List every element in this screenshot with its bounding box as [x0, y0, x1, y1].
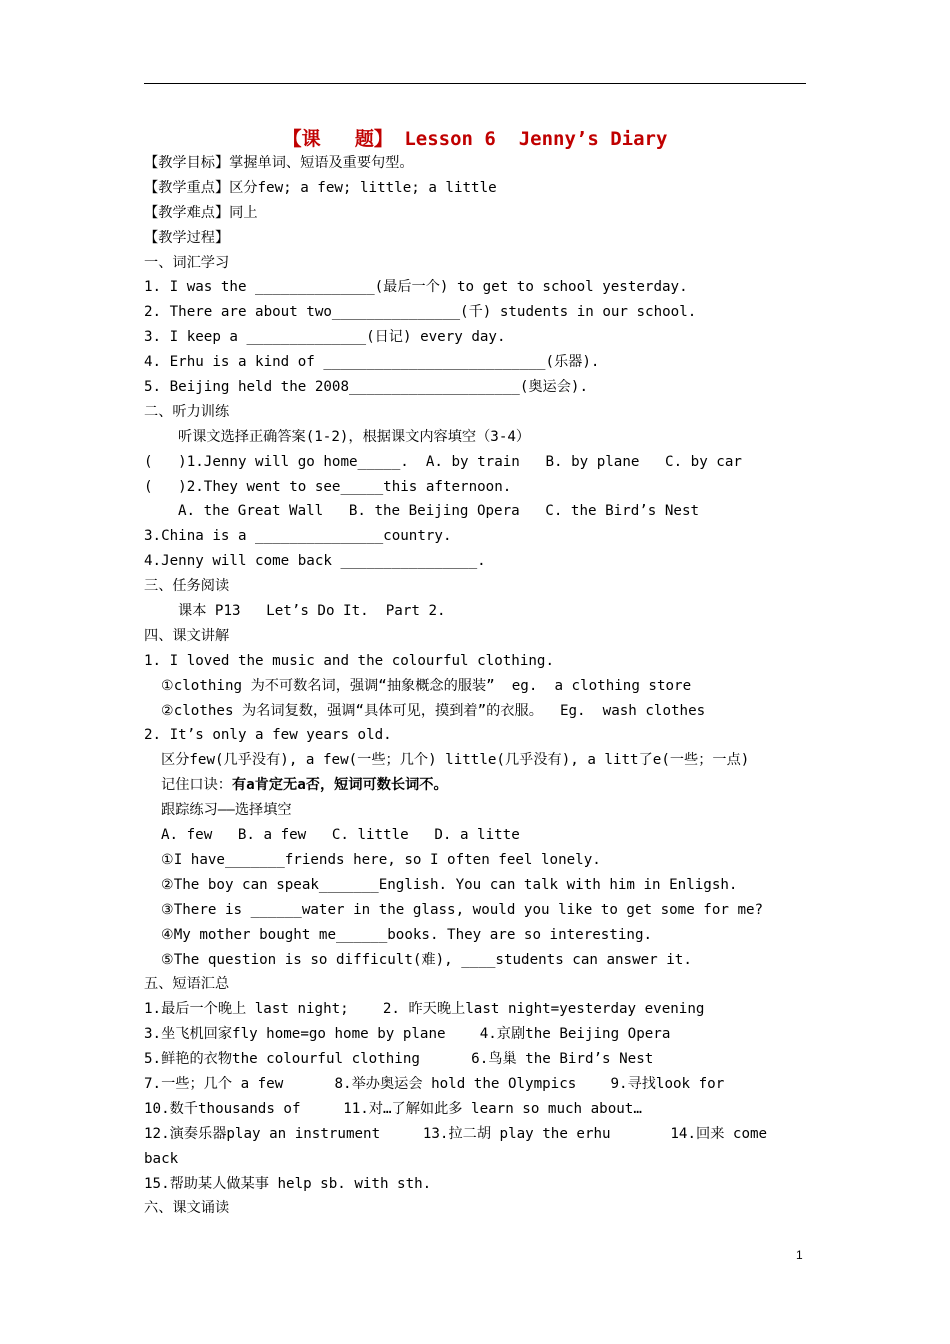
text-line: 3.坐飞机回家fly home=go home by plane 4.京剧the Beijing Opera	[144, 1026, 671, 1043]
text-line: 2. There are about two_______________(千) students in our school.	[144, 304, 697, 321]
text-line: 12.演奏乐器play an instrument 13.拉二胡 play the erhu 14.回来 come	[144, 1125, 768, 1142]
text-line: ②clothes 为名词复数，强调“具体可见，摸到着”的衣服。 Eg. wash clothes	[161, 702, 706, 719]
text-line: 课本 P13 Let’s Do It. Part 2.	[178, 603, 446, 620]
text-line: A. few B. a few C. little D. a litte	[161, 827, 520, 844]
text-line: 【教学难点】同上	[144, 204, 258, 221]
text-line: 听课文选择正确答案(1-2)，根据课文内容填空（3-4）	[178, 428, 531, 445]
text-line: 1. I loved the music and the colourful clothing.	[144, 652, 554, 669]
text-line: 3. I keep a ______________(日记) every day.	[144, 329, 506, 346]
text-line: 3.China is a _______________country.	[144, 528, 452, 545]
text-line: 15.帮助某人做某事 help sb. with sth.	[144, 1175, 432, 1192]
text-line-emphasis: 有a肯定无a否，短词可数长词不。	[231, 777, 448, 794]
document-body	[144, 151, 814, 1221]
text-line: 4.Jenny will come back ________________.	[144, 553, 486, 570]
text-line: 4. Erhu is a kind of __________________________(乐器).	[144, 354, 600, 371]
text-line: 5.鲜艳的衣物the colourful clothing 6.鸟巢 the Bird’s Nest	[144, 1051, 654, 1068]
text-line-label: 记住口诀：	[161, 777, 232, 794]
text-line: 【教学过程】	[144, 229, 230, 246]
header-rule	[144, 83, 806, 84]
text-line: 【教学目标】掌握单词、短语及重要句型。	[144, 155, 414, 171]
text-line: 10.数千thousands of 11.对…了解如此多 learn so much about…	[144, 1100, 642, 1117]
text-line	[144, 773, 814, 798]
text-line: 四、课文讲解	[144, 627, 230, 644]
text-line: ②The boy can speak_______English. You can talk with him in Enligsh.	[161, 876, 738, 893]
text-line: 区分few(几乎没有), a few(一些；几个) little(几乎没有), a litt了e(一些；一点)	[161, 752, 750, 769]
text-line: ( )2.They went to see_____this afternoon.	[144, 478, 512, 495]
text-line: 【教学重点】区分few; a few; little; a little	[144, 179, 497, 196]
text-line: ①clothing 为不可数名词，强调“抽象概念的服装” eg. a clothing store	[161, 677, 692, 694]
text-line: ①I have_______friends here, so I often feel lonely.	[161, 851, 601, 868]
text-line: ④My mother bought me______books. They are so interesting.	[161, 926, 653, 943]
text-line: 1.最后一个晚上 last night; 2. 昨天晚上last night=yesterday evening	[144, 1001, 705, 1018]
text-line: ( )1.Jenny will go home_____. A. by train B. by plane C. by car	[144, 453, 742, 470]
text-line: A. the Great Wall B. the Beijing Opera C. the Bird’s Nest	[178, 503, 700, 520]
text-line: 五、短语汇总	[144, 976, 230, 993]
text-line: 一、词汇学习	[144, 254, 230, 271]
text-line: 三、任务阅读	[144, 578, 230, 595]
text-line: 5. Beijing held the 2008____________________(奥运会).	[144, 379, 589, 396]
text-line: ⑤The question is so difficult(难), ____students can answer it.	[161, 951, 692, 968]
text-line: back	[144, 1150, 179, 1167]
text-line: 跟踪练习——选择填空	[161, 802, 292, 819]
text-line: 二、听力训练	[144, 403, 230, 420]
text-line: 2. It’s only a few years old.	[144, 727, 392, 744]
text-line: 六、课文诵读	[144, 1200, 230, 1217]
page-number: 1	[796, 1248, 803, 1262]
text-line: ③There is ______water in the glass, would you like to get some for me?	[161, 901, 764, 918]
lesson-title: 【课 题】 Lesson 6 Jenny’s Diary	[282, 128, 668, 150]
text-line: 1. I was the ______________(最后一个) to get to school yesterday.	[144, 279, 688, 296]
text-line: 7.一些；几个 a few 8.举办奥运会 hold the Olympics 9.寻找look for	[144, 1075, 725, 1092]
